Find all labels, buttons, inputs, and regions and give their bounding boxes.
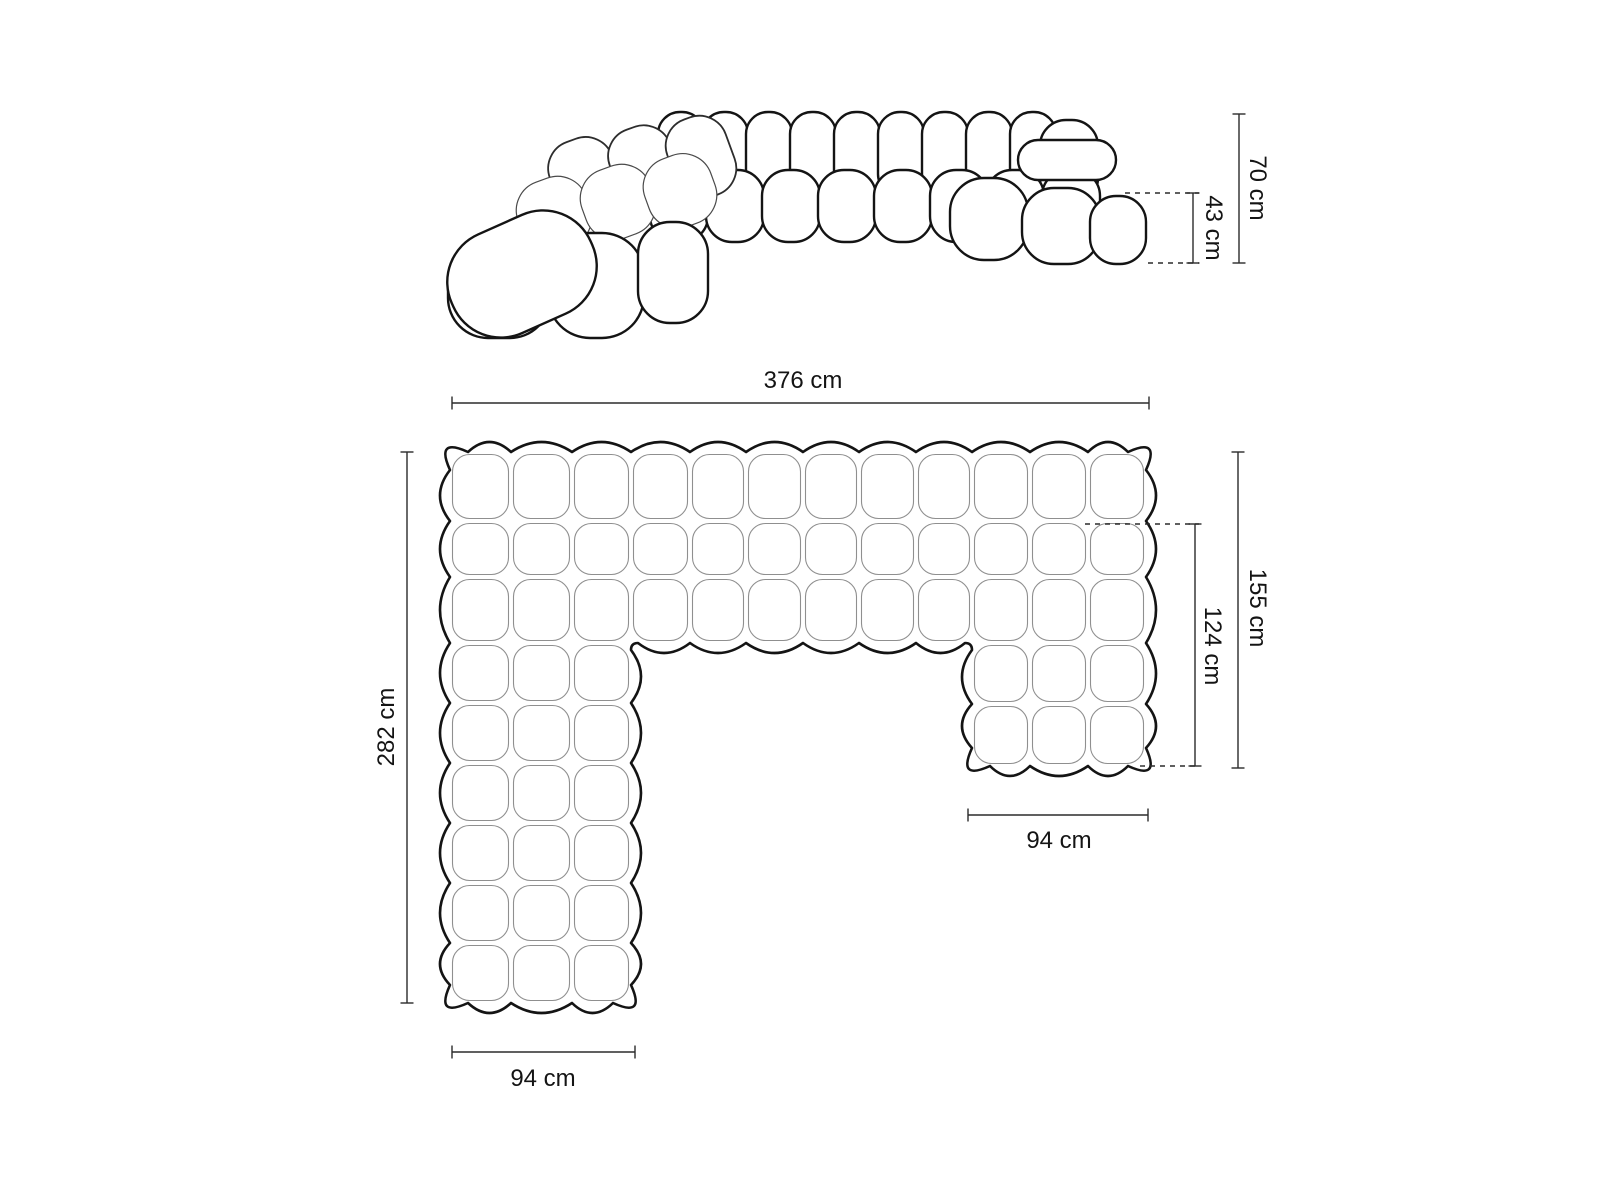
chaise-bubble xyxy=(1022,188,1100,264)
dim-label-right-inner-depth: 124 cm xyxy=(1199,606,1226,686)
bolster-cushion xyxy=(1018,140,1116,180)
plan-fill xyxy=(440,442,1156,1013)
seat-bubble xyxy=(762,170,820,242)
dim-label-right-chaise-depth: 155 cm xyxy=(1244,568,1271,648)
dim-label-left-chaise-width: 94 cm xyxy=(510,1065,576,1092)
dim-label-right-chaise-width: 94 cm xyxy=(1026,827,1092,854)
seat-bubble xyxy=(818,170,876,242)
seat-bubble xyxy=(874,170,932,242)
chaise-bubble xyxy=(950,178,1028,260)
front-view-drawing xyxy=(431,108,1146,354)
dim-label-total-height: 70 cm xyxy=(1244,155,1271,221)
wing-base-bubble xyxy=(638,222,708,323)
dim-label-seat-height: 43 cm xyxy=(1200,195,1227,261)
top-view-drawing xyxy=(440,442,1156,1013)
chaise-end-bubble xyxy=(1090,196,1146,264)
dim-label-total-width: 376 cm xyxy=(763,367,843,394)
dim-label-total-depth: 282 cm xyxy=(373,687,400,767)
